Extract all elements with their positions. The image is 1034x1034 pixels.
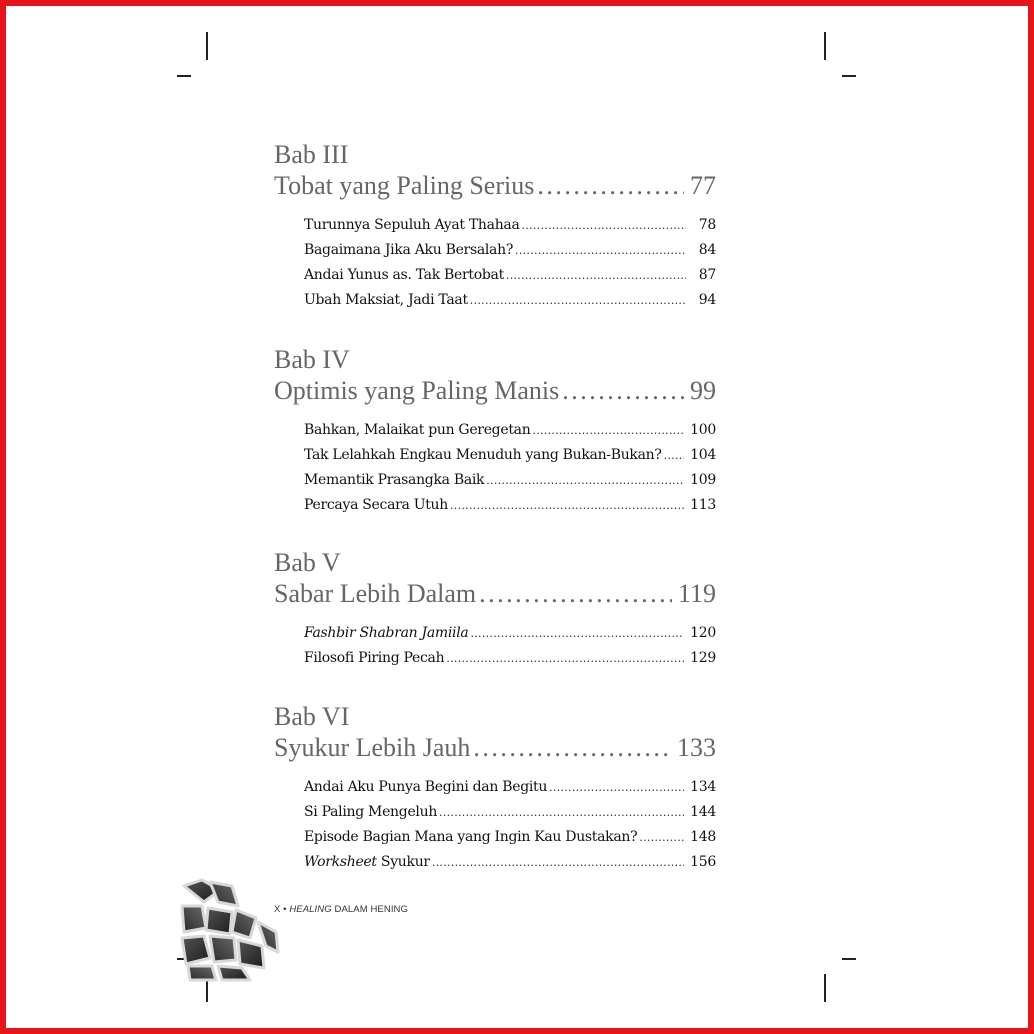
chapter-title-row xyxy=(274,579,716,610)
chapter-bab-iii xyxy=(274,140,716,313)
dot-leader xyxy=(537,171,684,201)
dot-leader xyxy=(515,238,686,263)
section-title: Andai Aku Punya Begini dan Begitu xyxy=(304,779,548,795)
section-page-number: 144 xyxy=(690,804,716,820)
section-title: Episode Bagian Mana yang Ingin Kau Dustakan? xyxy=(304,829,638,845)
chapter-page-number: 77 xyxy=(690,171,716,200)
chapter-title: Sabar Lebih Dalam xyxy=(274,579,477,608)
dot-leader xyxy=(473,733,671,763)
section-page-number: 100 xyxy=(690,422,716,438)
crop-mark xyxy=(206,32,208,60)
section-title: Memantik Prasangka Baik xyxy=(304,472,485,488)
section-title: Bahkan, Malaikat pun Geregetan xyxy=(304,422,531,438)
footer-separator: • xyxy=(280,904,290,915)
chapter-page-number: 133 xyxy=(677,733,716,762)
chapter-title-row xyxy=(274,376,716,407)
page-footer xyxy=(274,904,408,915)
section-page-number: 156 xyxy=(690,854,716,870)
section-title: Turunnya Sepuluh Ayat Thahaa xyxy=(304,217,520,233)
section-title-italic: Worksheet xyxy=(304,854,377,870)
section-entry xyxy=(304,468,716,493)
section-entry xyxy=(304,418,716,443)
section-page-number: 120 xyxy=(690,625,716,641)
section-entry xyxy=(304,443,716,468)
section-page-number: 84 xyxy=(698,242,716,258)
section-page-number: 109 xyxy=(690,472,716,488)
dot-leader xyxy=(446,646,684,671)
chapter-bab-iv xyxy=(274,345,716,518)
dot-leader xyxy=(639,825,684,850)
section-entry xyxy=(304,621,716,646)
section-entry xyxy=(304,775,716,800)
dot-leader xyxy=(549,775,684,800)
dot-leader xyxy=(506,263,686,288)
chapter-number: Bab IV xyxy=(274,345,350,374)
crop-mark xyxy=(824,974,826,1002)
footer-page-number: X xyxy=(274,904,281,915)
section-title: Percaya Secara Utuh xyxy=(304,497,448,513)
section-entry xyxy=(304,825,716,850)
chapter-title-row xyxy=(274,171,716,202)
crop-mark xyxy=(842,75,856,77)
section-title: Fashbir Shabran Jamiila xyxy=(304,625,469,641)
section-page-number: 87 xyxy=(698,267,716,283)
section-page-number: 113 xyxy=(690,497,716,513)
section-page-number: 104 xyxy=(690,447,716,463)
dot-leader xyxy=(532,418,684,443)
section-title: Bagaimana Jika Aku Bersalah? xyxy=(304,242,514,258)
section-title: Filosofi Piring Pecah xyxy=(304,650,445,666)
section-page-number: 134 xyxy=(690,779,716,795)
dot-leader xyxy=(479,579,672,609)
chapter-bab-v xyxy=(274,548,716,671)
section-page-number: 78 xyxy=(698,217,716,233)
chapter-title-row xyxy=(274,733,716,764)
section-list xyxy=(274,418,716,518)
crop-mark xyxy=(177,75,191,77)
dot-leader xyxy=(432,850,684,875)
dot-leader xyxy=(522,213,686,238)
chapter-title: Tobat yang Paling Serius xyxy=(274,171,535,200)
section-list xyxy=(274,213,716,313)
section-title-rest: Syukur xyxy=(376,854,430,870)
section-list xyxy=(274,621,716,671)
section-title: Tak Lelahkah Engkau Menuduh yang Bukan-Bukan? xyxy=(304,447,662,463)
dot-leader xyxy=(470,288,686,313)
footer-book-title-italic: HEALING xyxy=(289,904,332,915)
section-page-number: 94 xyxy=(698,292,716,308)
chapter-number: Bab VI xyxy=(274,702,350,731)
chapter-number: Bab V xyxy=(274,548,341,577)
chapter-page-number: 99 xyxy=(690,376,716,405)
chapter-title: Optimis yang Paling Manis xyxy=(274,376,560,405)
dot-leader xyxy=(562,376,684,406)
section-title: Andai Yunus as. Tak Bertobat xyxy=(304,267,504,283)
section-entry xyxy=(304,800,716,825)
section-entry xyxy=(304,646,716,671)
section-entry xyxy=(304,263,716,288)
section-page-number: 129 xyxy=(690,650,716,666)
section-entry xyxy=(304,213,716,238)
section-title: Ubah Maksiat, Jadi Taat xyxy=(304,292,468,308)
dot-leader xyxy=(486,468,684,493)
chapter-title: Syukur Lebih Jauh xyxy=(274,733,471,762)
section-entry xyxy=(304,493,716,518)
dot-leader xyxy=(450,493,684,518)
section-entry xyxy=(304,850,716,875)
crop-mark xyxy=(824,32,826,60)
section-title xyxy=(304,850,430,875)
chapter-bab-vi xyxy=(274,702,716,875)
dot-leader xyxy=(664,443,685,468)
geometric-ornament-icon xyxy=(180,876,284,982)
section-list xyxy=(274,775,716,875)
footer-book-title-rest: DALAM HENING xyxy=(331,904,409,915)
section-entry xyxy=(304,238,716,263)
dot-leader xyxy=(470,621,684,646)
crop-mark xyxy=(842,958,856,960)
chapter-number: Bab III xyxy=(274,140,349,169)
table-of-contents xyxy=(274,140,716,907)
section-page-number: 148 xyxy=(690,829,716,845)
chapter-page-number: 119 xyxy=(677,579,716,608)
dot-leader xyxy=(439,800,684,825)
section-entry xyxy=(304,288,716,313)
section-title: Si Paling Mengeluh xyxy=(304,804,438,820)
